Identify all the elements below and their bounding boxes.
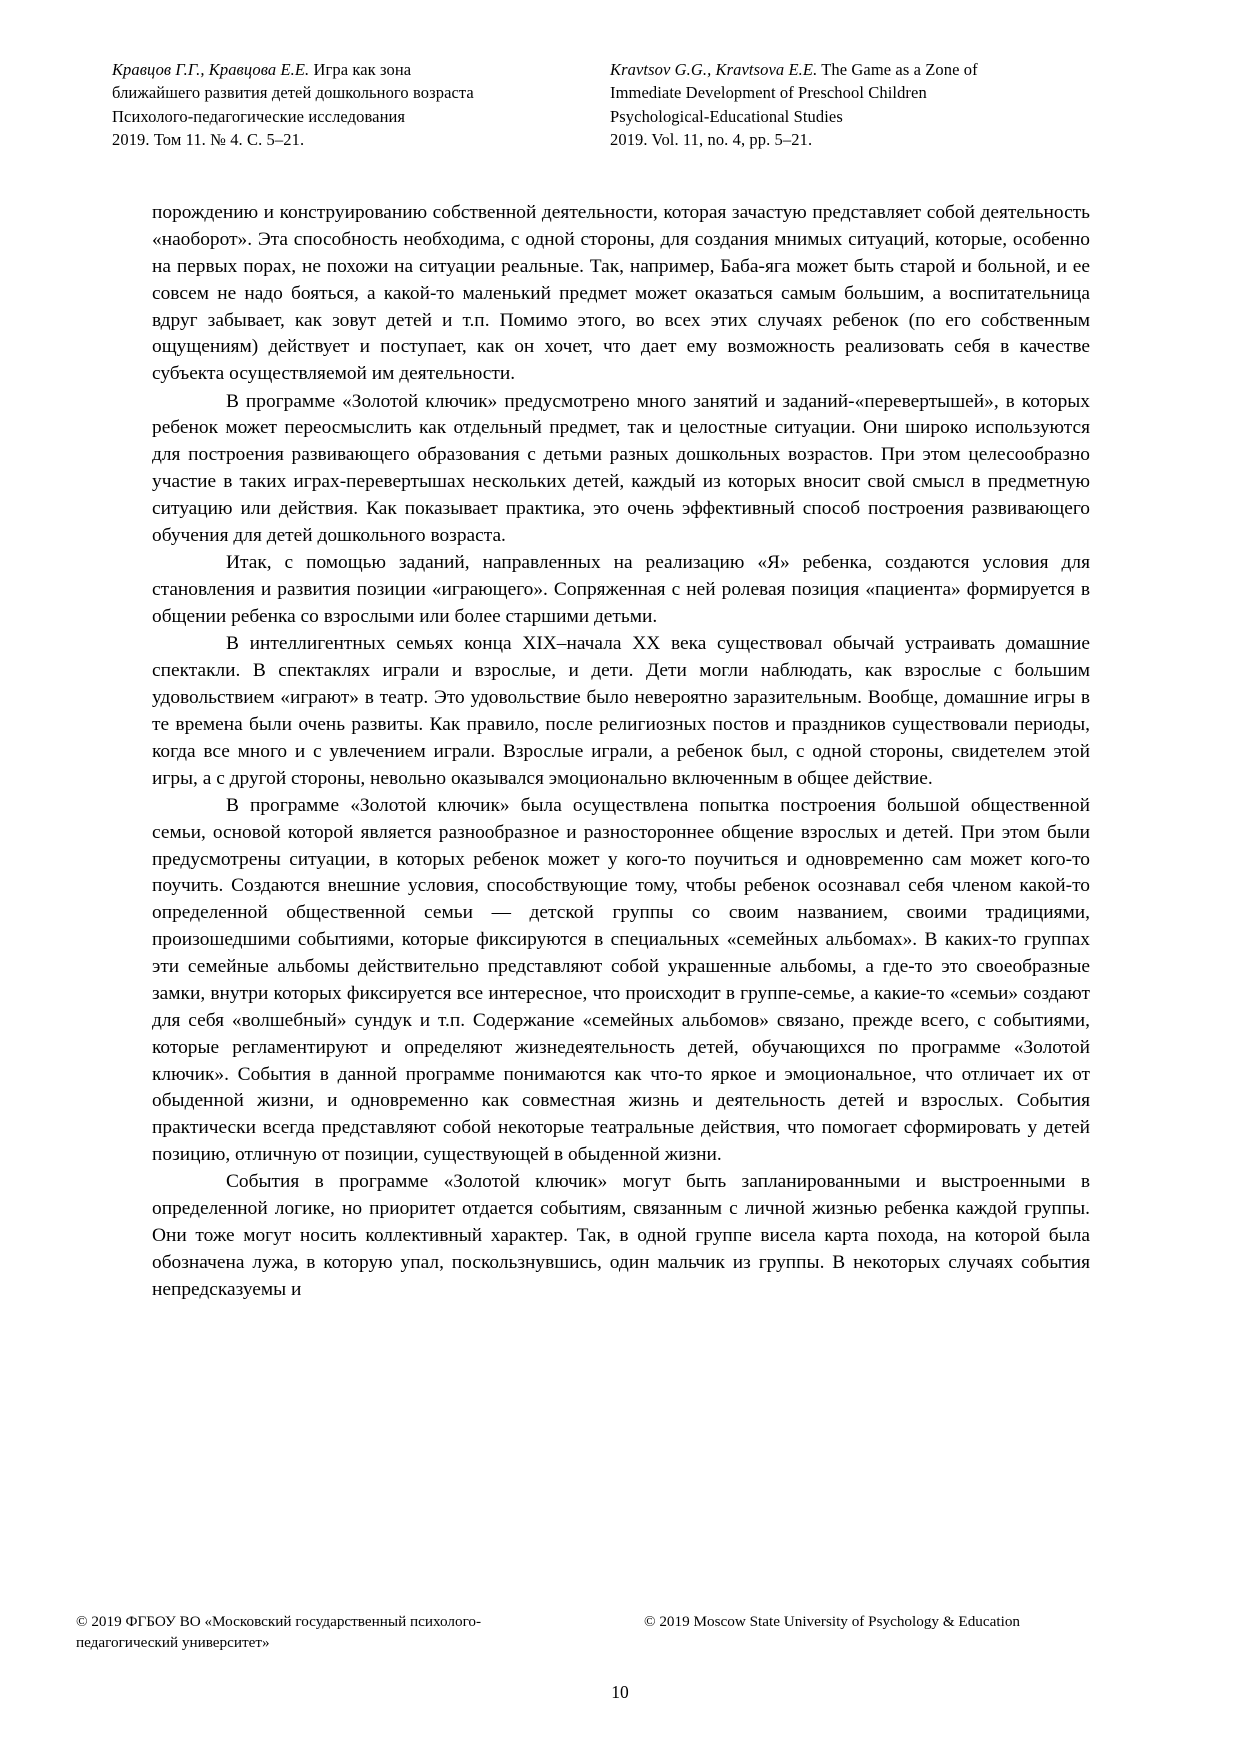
footer-ru-line2: педагогический университет» [76, 1633, 270, 1651]
body-paragraph: В интеллигентных семьях конца XIX–начала XX века существовал обычай устраивать домашние спектакли. В спектаклях играли и взрослые, и дети. Дети могли наблюдать, как взрослые с большим удовольствием «играют» в театр. Это удовольствие было невероятно заразительным. Вообще, домашние игры в те времена были очень развиты. Как правило, после религиозных постов и праздников существовали периоды, когда все много и с увлечением играли. Взрослые играли, а ребенок был, с одной стороны, свидетелем этой игры, а с другой стороны, невольно оказывался эмоционально включенным в общее действие. [152, 633, 1090, 789]
running-head-ru-authors: Кравцов Г.Г., Кравцова Е.Е. [112, 60, 310, 79]
body-paragraph: События в программе «Золотой ключик» могут быть запланированными и выстроенными в определенной логике, но приоритет отдается событиям, связанным с личной жизнью ребенка каждой группы. Они тоже могут носить коллективный характер. Так, в одной группе висела карта похода, на которой была обозначена лужа, в которую упал, поскользнувшись, один мальчик из группы. В некоторых случаях события непредсказуемы и [152, 1171, 1090, 1300]
running-head-en-line3: Psychological-Educational Studies [610, 106, 843, 126]
running-head-en-line4: 2019. Vol. 11, no. 4, pp. 5–21. [610, 130, 813, 150]
running-head-ru-line3: Психолого-педагогические исследования [112, 106, 406, 126]
running-head-russian [112, 58, 610, 152]
running-head-en-line1 [610, 58, 1110, 81]
running-head-english [610, 58, 1110, 152]
footer-ru-line1: © 2019 ФГБОУ ВО «Московский государственный психолого- [76, 1613, 482, 1630]
body-paragraph: В программе «Золотой ключик» предусмотрено много занятий и заданий-«перевертышей», в которых ребенок может переосмыслить как отдельный предмет, так и целостные ситуации. Они широко используются для построения развивающего образования с детьми разных дошкольных возрастов. При этом целесообразно участие в таких играх-перевертышах нескольких детей, каждый из которых вносит свой смысл в предметную ситуацию или действия. Как показывает практика, это очень эффективный способ построения развивающего обучения для детей дошкольного возраста. [152, 390, 1090, 546]
page-number: 10 [611, 1682, 629, 1702]
running-head-en-authors: Kravtsov G.G., Kravtsova E.E. [610, 60, 818, 79]
page-footer [76, 1612, 1164, 1653]
body-paragraph: порождению и конструированию собственной деятельности, которая зачастую представляет собой деятельность «наоборот». Эта способность необходима, с одной стороны, для создания мнимых ситуаций, которые, особенно на первых порах, не похожи на ситуации реальные. Так, например, Баба-яга может быть старой и больной, и ее совсем не надо бояться, а какой-то маленький предмет может оказаться самым большим, а воспитательница вдруг забывает, как зовут детей и т.п. Помимо этого, во всех этих случаях ребенок (по его собственным ощущениям) действует и поступает, как он хочет, что дает ему возможность реализовать себя в качестве субъекта осуществляемой им деятельности. [152, 202, 1090, 385]
body-paragraph: Итак, с помощью заданий, направленных на реализацию «Я» ребенка, создаются условия для становления и развития позиции «играющего». Сопряженная с ней ролевая позиция «пациента» формируется в общении ребенка со взрослыми или более старшими детьми. [152, 552, 1090, 627]
footer-copyright-russian [76, 1612, 636, 1653]
running-head-en-title-part: The Game as a Zone of [817, 60, 978, 79]
footer-en-line1: © 2019 Moscow State University of Psychology & Education [644, 1613, 1021, 1630]
running-head-ru-line4: 2019. Том 11. № 4. С. 5–21. [112, 130, 305, 150]
running-head-ru-title-part: Игра как зона [309, 60, 412, 79]
footer-copyright-english [636, 1612, 1164, 1633]
running-head-en-line2: Immediate Development of Preschool Children [610, 83, 927, 103]
running-head [112, 58, 1128, 152]
body-paragraph: В программе «Золотой ключик» была осуществлена попытка построения большой общественной семьи, основой которой является разнообразное и разностороннее общение взрослых и детей. При этом были предусмотрены ситуации, в которых ребенок может у кого-то поучиться и одновременно сам может кого-то поучить. Создаются внешние условия, способствующие тому, чтобы ребенок осознавал себя членом какой-то определенной общественной семьи — детской группы со своим названием, своими традициями, произошедшими событиями, которые фиксируются в специальных «семейных альбомах». В каких-то группах эти семейные альбомы действительно представляют собой украшенные альбомы, а где-то это своеобразные замки, внутри которых фиксируется все интересное, что происходит в группе-семье, а какие-то «семьи» создают для себя «волшебный» сундук и т.п. Содержание «семейных альбомов» связано, прежде всего, с событиями, которые регламентируют и определяют жизнедеятельность детей, обучающихся по программе «Золотой ключик». События в данной программе понимаются как что-то яркое и эмоциональное, что отличает их от обыденной жизни, и одновременно как совместная жизнь и деятельность детей и взрослых. События практически всегда представляют собой некоторые театральные действия, что помогает сформировать у детей позицию, отличную от позиции, существующей в обыденной жизни. [152, 794, 1090, 1166]
running-head-ru-line1 [112, 58, 610, 81]
running-head-ru-line2: ближайшего развития детей дошкольного возраста [112, 83, 474, 103]
body-text [152, 200, 1090, 1304]
